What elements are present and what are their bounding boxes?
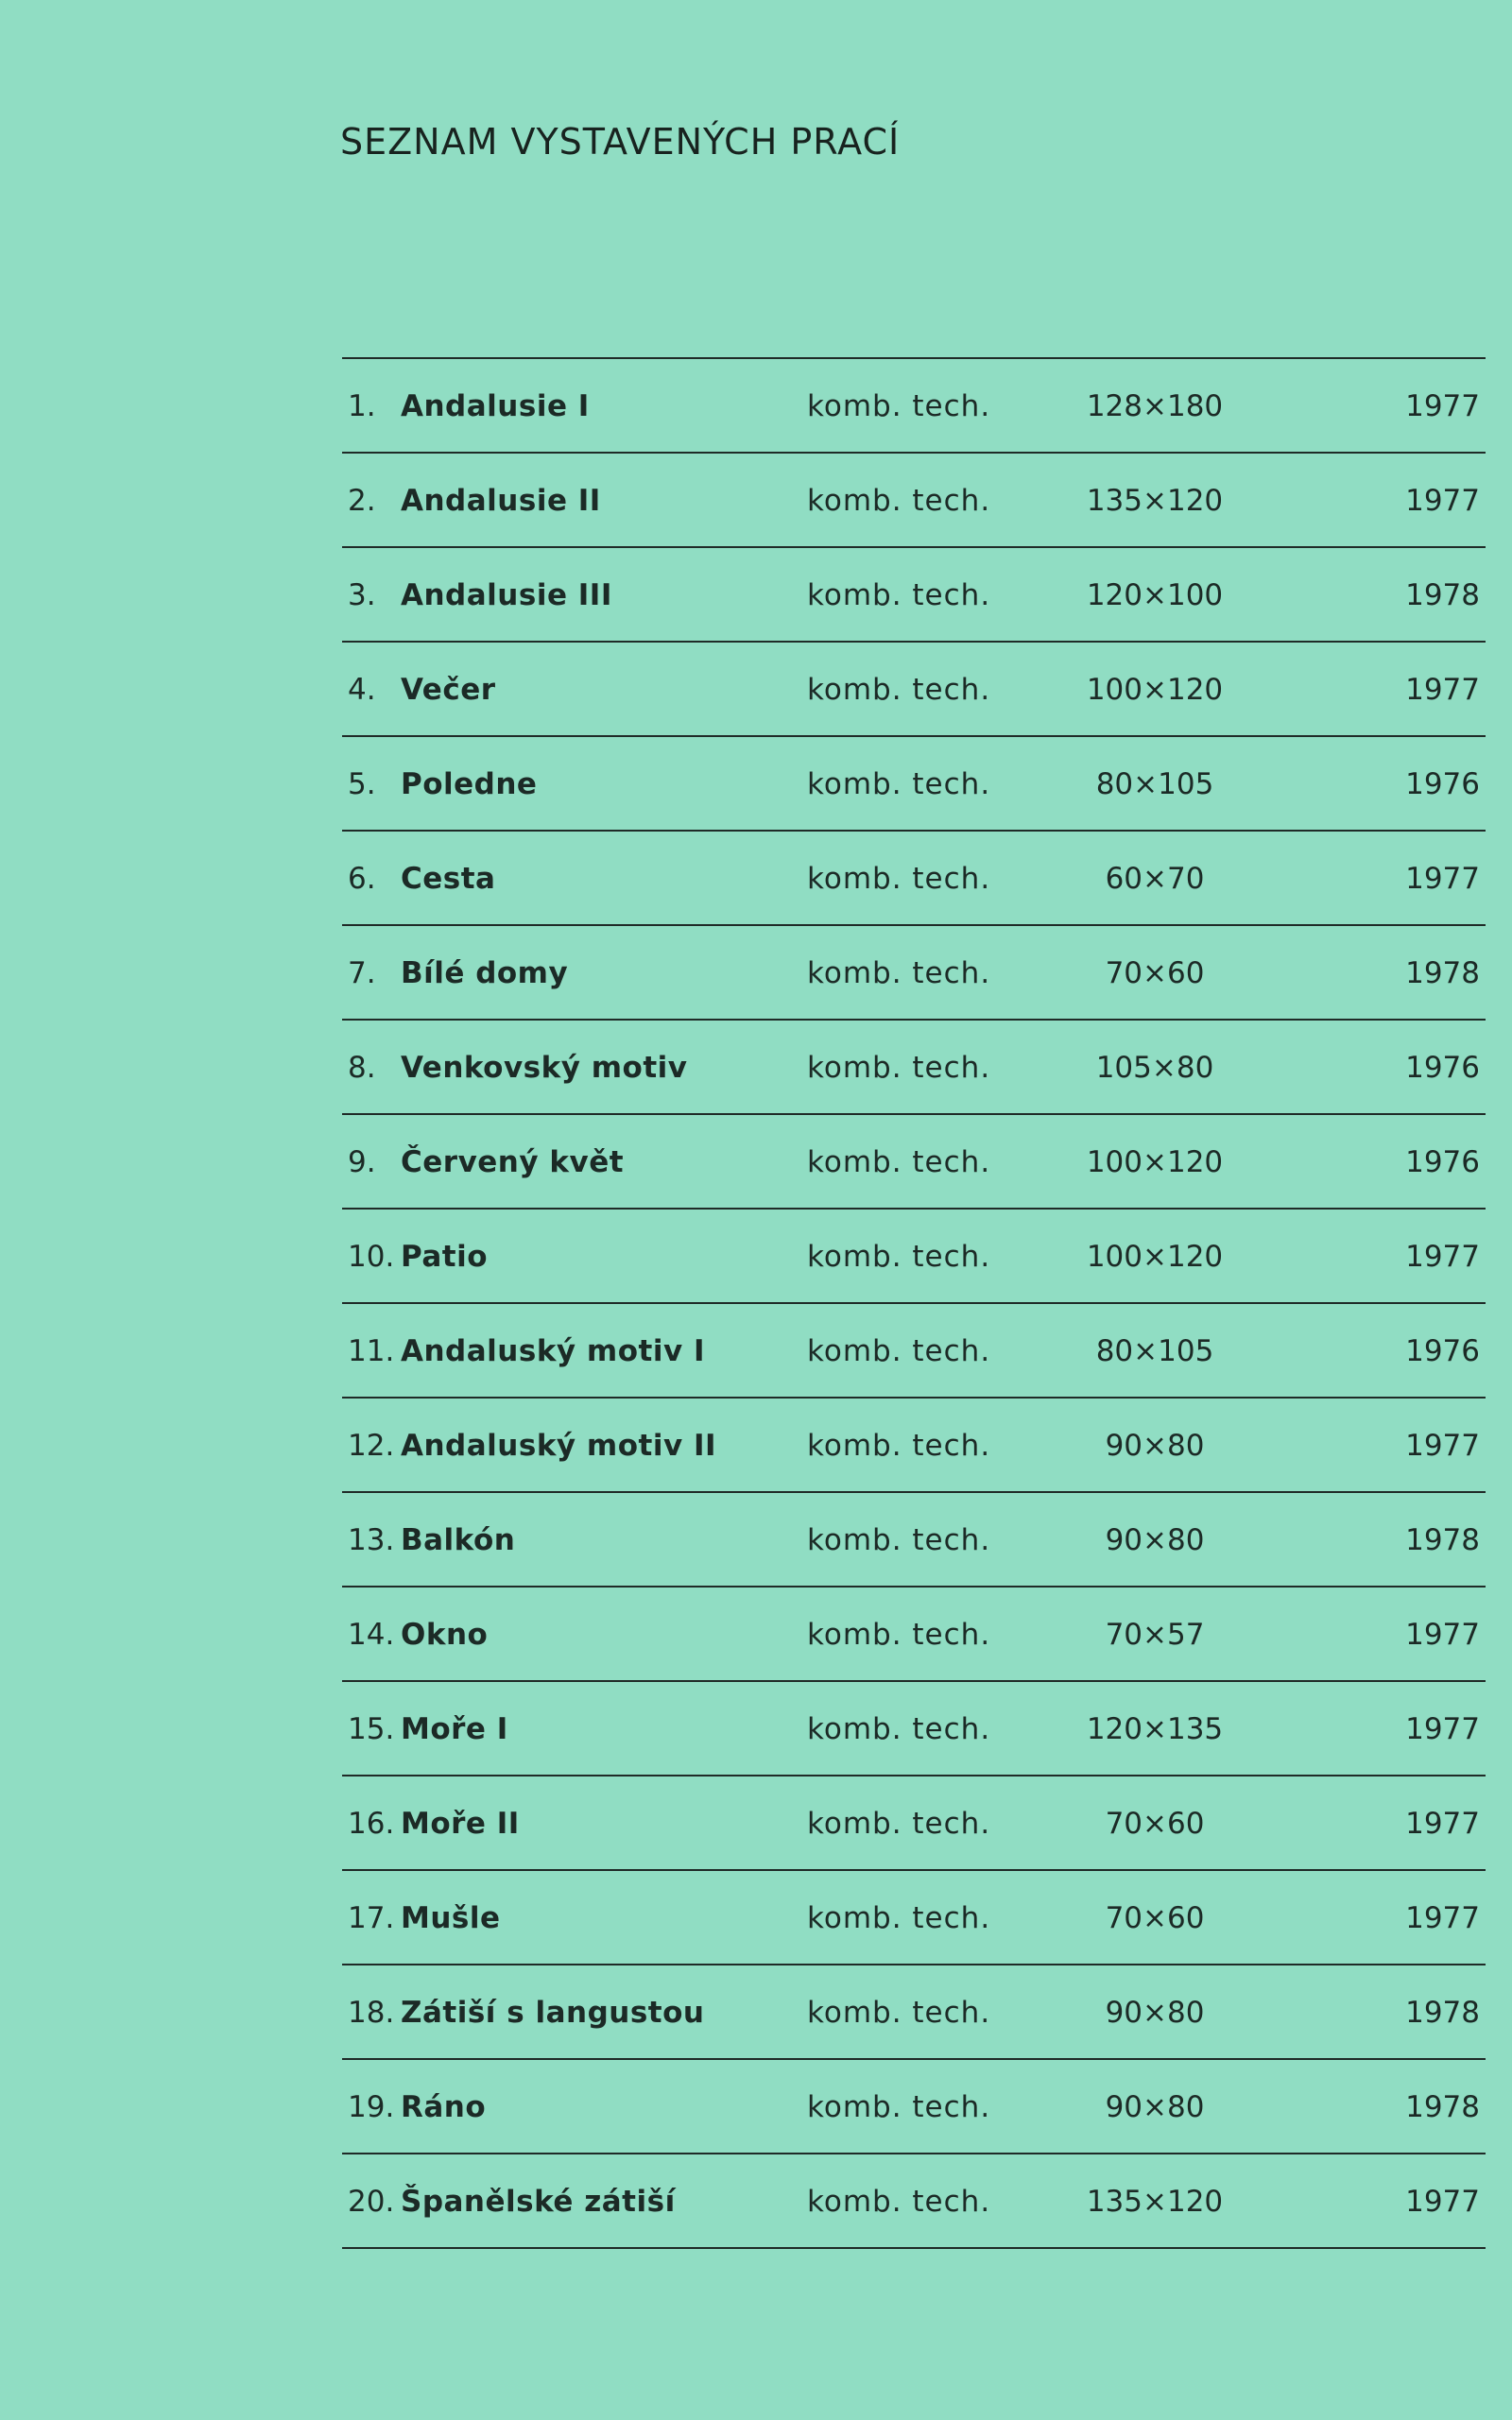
work-year: 1978	[1405, 1996, 1480, 2030]
work-title: Ráno	[401, 2090, 487, 2124]
work-title: Balkón	[401, 1523, 516, 1557]
work-technique: komb. tech.	[807, 389, 991, 423]
work-dimensions: 120×135	[1086, 1712, 1224, 1746]
work-technique: komb. tech.	[807, 673, 991, 707]
work-number: 10.	[348, 1240, 395, 1274]
work-number: 9.	[348, 1145, 376, 1179]
list-item	[342, 1682, 1486, 1776]
work-number: 11.	[348, 1334, 395, 1368]
work-number: 4.	[348, 673, 376, 707]
work-technique: komb. tech.	[807, 1618, 991, 1652]
list-item	[342, 454, 1486, 548]
work-dimensions: 90×80	[1105, 1996, 1205, 2030]
work-year: 1976	[1405, 767, 1480, 801]
work-number: 16.	[348, 1807, 395, 1841]
work-number: 19.	[348, 2090, 395, 2124]
work-year: 1978	[1405, 1523, 1480, 1557]
work-dimensions: 105×80	[1095, 1051, 1214, 1085]
work-number: 15.	[348, 1712, 395, 1746]
work-year: 1977	[1405, 1901, 1480, 1935]
list-item	[342, 832, 1486, 926]
list-item	[342, 1021, 1486, 1115]
list-item	[342, 643, 1486, 737]
work-dimensions: 90×80	[1105, 1523, 1205, 1557]
work-technique: komb. tech.	[807, 1901, 991, 1935]
work-year: 1977	[1405, 1807, 1480, 1841]
work-technique: komb. tech.	[807, 1429, 991, 1463]
work-title: Andalusie III	[401, 578, 612, 612]
work-dimensions: 100×120	[1086, 1145, 1224, 1179]
work-title: Venkovský motiv	[401, 1051, 688, 1085]
work-number: 12.	[348, 1429, 395, 1463]
list-item	[342, 548, 1486, 643]
list-item	[342, 737, 1486, 832]
list-item	[342, 1965, 1486, 2060]
work-dimensions: 70×60	[1105, 1807, 1205, 1841]
work-title: Andalusie I	[401, 389, 590, 423]
list-item	[342, 2154, 1486, 2249]
work-number: 2.	[348, 484, 376, 518]
work-title: Moře I	[401, 1712, 508, 1746]
list-item	[342, 1588, 1486, 1682]
list-item	[342, 1493, 1486, 1588]
work-year: 1977	[1405, 862, 1480, 896]
work-title: Patio	[401, 1240, 489, 1274]
work-year: 1977	[1405, 2185, 1480, 2219]
work-dimensions: 100×120	[1086, 1240, 1224, 1274]
work-dimensions: 128×180	[1086, 389, 1224, 423]
work-title: Moře II	[401, 1807, 520, 1841]
work-dimensions: 70×60	[1105, 1901, 1205, 1935]
work-title: Mušle	[401, 1901, 501, 1935]
work-title: Andaluský motiv II	[401, 1429, 717, 1463]
work-year: 1977	[1405, 1712, 1480, 1746]
work-title: Večer	[401, 673, 496, 707]
work-technique: komb. tech.	[807, 1145, 991, 1179]
work-year: 1977	[1405, 1240, 1480, 1274]
work-number: 6.	[348, 862, 376, 896]
work-year: 1977	[1405, 484, 1480, 518]
work-title: Poledne	[401, 767, 538, 801]
work-technique: komb. tech.	[807, 767, 991, 801]
work-year: 1976	[1405, 1145, 1480, 1179]
work-dimensions: 80×105	[1095, 767, 1214, 801]
work-number: 14.	[348, 1618, 395, 1652]
work-title: Andalusie II	[401, 484, 601, 518]
list-item	[342, 1776, 1486, 1871]
work-technique: komb. tech.	[807, 1996, 991, 2030]
work-dimensions: 135×120	[1086, 2185, 1224, 2219]
document-title: SEZNAM VYSTAVENÝCH PRACÍ	[340, 121, 901, 163]
work-title: Cesta	[401, 862, 496, 896]
works-list	[342, 357, 1486, 2249]
work-technique: komb. tech.	[807, 1334, 991, 1368]
work-dimensions: 135×120	[1086, 484, 1224, 518]
list-item	[342, 359, 1486, 454]
work-year: 1976	[1405, 1051, 1480, 1085]
list-item	[342, 2060, 1486, 2154]
work-technique: komb. tech.	[807, 1523, 991, 1557]
work-technique: komb. tech.	[807, 1051, 991, 1085]
work-technique: komb. tech.	[807, 1240, 991, 1274]
work-number: 5.	[348, 767, 376, 801]
work-number: 8.	[348, 1051, 376, 1085]
work-technique: komb. tech.	[807, 2090, 991, 2124]
work-year: 1978	[1405, 956, 1480, 990]
work-number: 18.	[348, 1996, 395, 2030]
list-item	[342, 1399, 1486, 1493]
work-year: 1976	[1405, 1334, 1480, 1368]
work-technique: komb. tech.	[807, 956, 991, 990]
work-title: Bílé domy	[401, 956, 569, 990]
work-technique: komb. tech.	[807, 862, 991, 896]
work-title: Červený květ	[401, 1145, 625, 1179]
work-dimensions: 60×70	[1105, 862, 1205, 896]
work-number: 13.	[348, 1523, 395, 1557]
list-item	[342, 1871, 1486, 1965]
work-number: 7.	[348, 956, 376, 990]
work-title: Zátiší s langustou	[401, 1996, 705, 2030]
work-number: 1.	[348, 389, 376, 423]
work-dimensions: 90×80	[1105, 1429, 1205, 1463]
work-year: 1977	[1405, 1429, 1480, 1463]
work-title: Okno	[401, 1618, 489, 1652]
work-title: Španělské zátiší	[401, 2185, 676, 2219]
work-number: 3.	[348, 578, 376, 612]
work-number: 17.	[348, 1901, 395, 1935]
work-dimensions: 100×120	[1086, 673, 1224, 707]
work-technique: komb. tech.	[807, 484, 991, 518]
work-dimensions: 120×100	[1086, 578, 1224, 612]
work-year: 1977	[1405, 1618, 1480, 1652]
work-number: 20.	[348, 2185, 395, 2219]
work-year: 1977	[1405, 673, 1480, 707]
work-dimensions: 70×60	[1105, 956, 1205, 990]
work-year: 1978	[1405, 578, 1480, 612]
work-year: 1977	[1405, 389, 1480, 423]
work-technique: komb. tech.	[807, 578, 991, 612]
work-technique: komb. tech.	[807, 1712, 991, 1746]
work-year: 1978	[1405, 2090, 1480, 2124]
list-item	[342, 1115, 1486, 1210]
work-title: Andaluský motiv I	[401, 1334, 706, 1368]
list-item	[342, 1210, 1486, 1304]
list-item	[342, 926, 1486, 1021]
work-technique: komb. tech.	[807, 2185, 991, 2219]
work-dimensions: 70×57	[1105, 1618, 1205, 1652]
work-dimensions: 80×105	[1095, 1334, 1214, 1368]
work-dimensions: 90×80	[1105, 2090, 1205, 2124]
list-item	[342, 1304, 1486, 1399]
work-technique: komb. tech.	[807, 1807, 991, 1841]
